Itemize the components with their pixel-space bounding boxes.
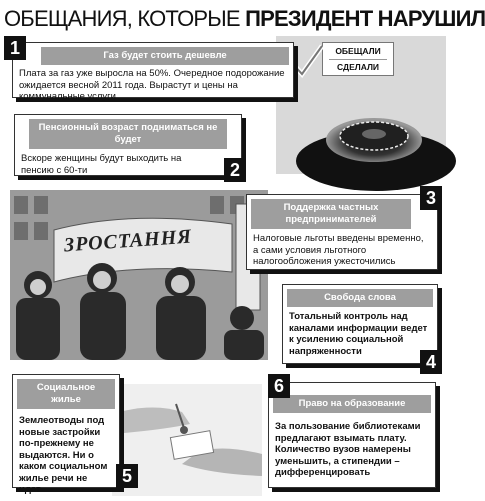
protest-photo [10,190,268,360]
promise-card-6-text: За пользование библиотеками предлагают взымать плату. Количество вузов намерены уменьшить, а стипендии – дифференцировать [275,421,421,478]
promise-card-3-title: Поддержка частных предпринимателей [251,199,411,229]
protest-crowd-illustration [10,190,268,360]
promise-card-3-text: Налоговые льготы введены временно, а сами условия льготного налогообложения ужесточились [253,233,424,267]
promise-card-4-title: Свобода слова [287,289,433,307]
promise-card-4 [282,284,438,364]
page-headline [4,4,485,34]
promise-card-4-text: Тотальный контроль над каналами информации ведет к усилению социальной напряженности [289,311,428,357]
protest-banner-text: ЗРОСТАННЯ [63,225,193,257]
promise-card-3 [246,194,438,270]
headline-light: ОБЕЩАНИЯ, КОТОРЫЕ [4,6,240,31]
promise-number-4: 4 [420,350,442,374]
promise-card-2 [14,114,242,176]
promise-number-3: 3 [420,186,442,210]
promise-card-5-text: Землеотводы под новые застройки по-прежнему не выдаются. Ни о каком социальном жилье речи не идет [19,415,108,495]
stamp-done-label: СДЕЛАЛИ [329,59,387,74]
promise-card-1 [12,42,294,102]
promise-card-1-title: Газ будет стоить дешевле [41,47,289,65]
promise-card-1-text: Плата за газ уже выросла на 50%. Очередное подорожание ожидается весной 2011 года. Вырастут и цены на коммунальные услуги [19,68,285,102]
promise-card-5 [12,374,120,495]
promise-number-1: 1 [4,36,26,60]
promise-number-6: 6 [268,374,290,398]
promise-stamp [322,42,394,76]
promise-card-6-title: Право на образование [273,395,431,413]
promise-card-2-text: Вскоре женщины будут выходить на пенсию с 60-ти [21,153,182,176]
promise-card-5-title: Социальное жилье [17,379,115,409]
gas-burner-photo [276,36,446,174]
headline-bold: ПРЕЗИДЕНТ НАРУШИЛ [245,6,485,31]
promise-card-2-title: Пенсионный возраст подниматься не будет [29,119,227,149]
promise-card-6 [268,382,436,488]
stamp-promised-label: ОБЕЩАЛИ [335,46,381,56]
promise-number-5: 5 [116,464,138,488]
promise-number-2: 2 [224,158,246,182]
